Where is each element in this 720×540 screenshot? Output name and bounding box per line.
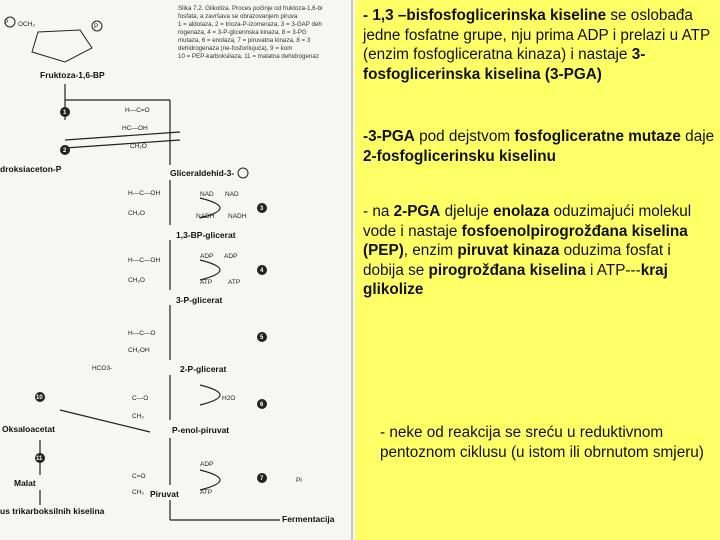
gap-label: Gliceraldehid-3- xyxy=(170,168,235,178)
svg-text:11: 11 xyxy=(36,456,43,462)
svg-text:CH₂OH: CH₂OH xyxy=(128,347,150,354)
caption-line-1: fosfata, a završava se obrazovanjem piruva xyxy=(178,13,298,20)
text-panel xyxy=(355,0,720,540)
svg-text:C=O: C=O xyxy=(132,473,146,480)
p1-text-b: se oslobađa jedne fosfatne grupe, nju prima ADP i prelazi u ATP (enzim fosfogliceratna kinaza) i nastaje xyxy=(363,7,710,64)
svg-text:7: 7 xyxy=(260,476,264,482)
svg-text:10: 10 xyxy=(36,395,43,401)
malate-label: Malat xyxy=(14,478,36,488)
caption-line-0: Slika 7.2. Glikoliza. Proces počinje od fruktoza-1,6-bi xyxy=(178,5,323,12)
svg-text:NADH: NADH xyxy=(196,213,215,220)
p3-bold-b: 2-PGA xyxy=(393,203,441,220)
p2-bold-a: -3-PGA xyxy=(363,128,415,145)
svg-text:CH₂O: CH₂O xyxy=(130,143,147,150)
p3-bold-d: enolaza xyxy=(493,203,550,220)
och2-label: OCH₂ xyxy=(18,21,35,28)
svg-text:2: 2 xyxy=(63,148,67,154)
svg-text:NAD: NAD xyxy=(225,191,239,198)
svg-text:1: 1 xyxy=(63,110,67,116)
p2-text-b: pod dejstvom xyxy=(414,128,515,145)
p3-text-k: i ATP--- xyxy=(585,261,641,279)
ferment-label: Fermentacija xyxy=(282,514,335,524)
caption-line-3: rogenaza, 4 = 3-P-glicerinska kinaza, 8 = 3-PG xyxy=(178,29,307,36)
p3-bold-f: fosfoenolpirogrožđana kiselina (PEP) xyxy=(363,222,688,260)
pyruvate-label: Piruvat xyxy=(150,489,179,499)
pep-label: P-enol-piruvat xyxy=(172,425,230,435)
krebs-label: us trikarboksilnih kiselina xyxy=(0,506,105,516)
caption-line-5: dehidrogenaza (ne-fosforilujuća), 9 = kom xyxy=(178,45,293,52)
bpg-label: 1,3-BP-glicerat xyxy=(176,230,236,240)
svg-text:6: 6 xyxy=(260,402,264,408)
p1-bold-a: - 1,3 –bisfosfoglicerinska kiseline xyxy=(363,7,607,24)
svg-text:H—C—OH: H—C—OH xyxy=(128,190,161,197)
pg2-label: 2-P-glicerat xyxy=(180,364,227,374)
svg-text:5: 5 xyxy=(260,335,264,341)
caption-line-2: 1 = aldolaza, 2 = trioza-P-izomeraza, 3 = 3-GAP deh xyxy=(178,21,322,28)
svg-text:ATP: ATP xyxy=(200,279,213,286)
p3-bold-l: kraj glikolize xyxy=(363,261,668,299)
enzyme-markers xyxy=(35,107,267,483)
p2-bold-c: fosfogliceratne mutaze xyxy=(514,128,681,145)
p3-text-a: - na xyxy=(363,203,394,220)
svg-text:HC—OH: HC—OH xyxy=(122,125,148,132)
svg-text:ADP: ADP xyxy=(200,253,214,260)
svg-text:ATP: ATP xyxy=(228,279,241,286)
svg-text:H—C=O: H—C=O xyxy=(125,107,150,114)
paragraph-1 xyxy=(363,6,715,84)
p3-bold-j: pirogrožđana kiselina xyxy=(428,261,586,279)
svg-text:Pi: Pi xyxy=(296,477,302,484)
svg-text:C—O: C—O xyxy=(132,395,149,402)
svg-text:ATP: ATP xyxy=(200,489,213,496)
pg3-label: 3-P-glicerat xyxy=(176,295,223,305)
svg-text:CH₂: CH₂ xyxy=(132,413,144,420)
svg-text:H—C—OH: H—C—OH xyxy=(128,257,161,264)
oaa-label: Oksaloacetat xyxy=(2,424,55,434)
svg-text:NAD: NAD xyxy=(200,191,214,198)
caption-line-4: mutaza, 6 = enolaza, 7 = piruvatna kinaza, 8 = 3 xyxy=(178,37,311,44)
svg-text:CH₂O: CH₂O xyxy=(128,277,145,284)
p3-text-i: oduzima fosfat i dobija se xyxy=(363,242,671,279)
svg-text:HCO3-: HCO3- xyxy=(92,365,113,372)
p3-bold-h: piruvat kinaza xyxy=(457,242,560,260)
fructose-label: Fruktoza-1,6-BP xyxy=(40,70,105,80)
dhap-label: droksiaceton-P xyxy=(0,164,62,174)
paragraph-3 xyxy=(363,202,715,300)
carbon-chains xyxy=(122,107,160,496)
svg-text:3: 3 xyxy=(260,206,264,212)
caption-line-6: 10 = PEP-karboksilaza, 11 = malatna dehidrogenaz xyxy=(178,53,319,60)
p1-bold-c: 3- fosfoglicerinska kiselina (3-PGA) xyxy=(363,46,646,83)
p4-text-a: - neke od reakcija se sreću u reduktivnom pentoznom ciklusu (u istom ili obrnutom smjeru) xyxy=(380,424,704,461)
glycolysis-diagram xyxy=(0,0,355,540)
svg-text:H—C—O: H—C—O xyxy=(128,330,156,337)
figure-caption xyxy=(178,5,322,60)
p3-text-c: djeluje xyxy=(440,203,494,220)
phosphate-circle-left: P xyxy=(4,19,9,26)
svg-text:CH₂O: CH₂O xyxy=(128,210,145,217)
p2-bold-e: 2-fosfoglicerinsku kiselinu xyxy=(363,147,556,165)
phosphate-circle-right: P xyxy=(94,23,99,30)
svg-text:4: 4 xyxy=(260,268,264,274)
svg-text:ADP: ADP xyxy=(200,461,214,468)
svg-text:CH₃: CH₃ xyxy=(132,489,145,496)
glycolysis-figure xyxy=(0,0,355,540)
pathway-arrows xyxy=(40,84,280,520)
p2-text-d: daje xyxy=(680,128,715,145)
svg-text:H2O: H2O xyxy=(222,395,236,402)
paragraph-4 xyxy=(380,423,715,462)
svg-text:NADH: NADH xyxy=(228,213,247,220)
p3-text-g: , enzim xyxy=(403,242,458,260)
paragraph-2 xyxy=(363,127,715,166)
svg-text:ADP: ADP xyxy=(224,253,238,260)
p3-text-e: oduzimajući molekul vode i nastaje xyxy=(363,203,692,240)
